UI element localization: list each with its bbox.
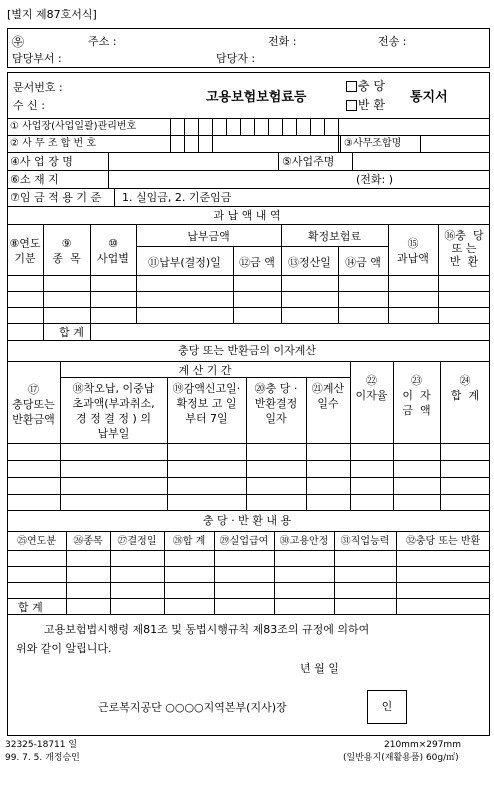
location-label: ⑥소 재 지	[10, 173, 59, 186]
col-paid-date: ⑪납부(결정)일	[148, 256, 221, 269]
dept-label: 담당부서 :	[12, 52, 62, 65]
col29: ㉙실업급여	[219, 536, 269, 547]
agency-no-label: ② 사 무 조 합 번 호	[10, 138, 96, 149]
form-number: [별지 제87호서식]	[7, 8, 97, 21]
wage-std-label: ⑦임 금 적 용 기 준	[10, 191, 102, 204]
overpay-section-title: 과 납 액 내 역	[213, 209, 281, 222]
col30: ㉚고용안정	[279, 536, 329, 547]
seal-mark: 인	[381, 700, 393, 713]
send-label: 전송 :	[378, 35, 407, 48]
grp-conf: 확정보험료	[307, 230, 362, 243]
title-main: 고용보험보험료등	[206, 90, 307, 105]
col-conf-amt: ⑭금 액	[345, 256, 381, 269]
col27: ㉗결정일	[117, 536, 157, 547]
doc-number-label: 문서번호 :	[13, 81, 63, 94]
col-year: ⑧연도 기분	[9, 237, 41, 265]
person-label: 담당자 :	[216, 52, 256, 65]
col21: ㉑계산 일수	[311, 382, 345, 410]
col23: ㉓ 이 자 금 액	[402, 374, 431, 417]
col26: ㉖종목	[73, 536, 103, 547]
checkbox-icon	[346, 81, 357, 92]
col28: ㉘합 계	[172, 536, 206, 547]
option-charge: 충 당	[346, 80, 385, 92]
title-suffix: 통지서	[410, 90, 448, 105]
col32: ㉜충당 또는 반환	[405, 536, 481, 547]
col22: ㉒ 이자율	[355, 374, 388, 402]
col18: ⑱착오납, 이중납 초과액(부과취소, 경 정 결 정 ) 의 납부일	[72, 382, 155, 440]
biz-mgmt-no-label: ① 사업장(사업일괄)관리번호	[10, 121, 137, 132]
col20: ⑳충 당 · 반환결정 일자	[254, 382, 298, 425]
footer-approved: 99. 7. 5. 개정승인	[5, 753, 80, 763]
seal-icon: ㉾	[12, 35, 25, 49]
col-type: ⑨ 종 목	[52, 237, 81, 265]
col-paid-amt: ⑫금 액	[239, 256, 275, 269]
overpay-total-label: 합 계	[59, 326, 84, 339]
notice-date: 년 월 일	[300, 662, 339, 675]
notice-line1: 고용보험법시행령 제81조 및 동법시행규칙 제83조의 규정에 의하여	[44, 623, 370, 636]
agency-name-label: ③사무조합명	[344, 138, 402, 149]
footer-code: 32325-18711 일	[5, 740, 78, 750]
col31: ㉛직업능력	[340, 536, 390, 547]
checkbox-icon	[346, 100, 357, 111]
apply-total-label: 합 계	[18, 601, 43, 614]
biz-name-label: ④사 업 장 명	[10, 155, 73, 168]
notice-line2: 위와 같이 알립니다.	[16, 642, 112, 655]
location-phone: (전화: )	[356, 173, 394, 186]
col-over: ⑮ 과납액	[397, 237, 429, 265]
wage-options: 1. 실임금, 2. 기준임금	[122, 191, 232, 204]
col-apply: ⑯충 당 또 는 반 환	[444, 229, 484, 268]
col24: ㉔ 합 계	[450, 374, 480, 402]
issuer-name: 근로복지공단 ○○○○지역본부(지사)장	[98, 701, 287, 714]
recipient-label: 수 신 :	[13, 99, 45, 112]
grp-period: 계 산 기 간	[178, 364, 232, 377]
phone-label: 전화 :	[268, 35, 297, 48]
footer-size: 210mm×297mm	[384, 740, 461, 750]
footer-paper: (일반용지(재활용품) 60g/㎡)	[343, 753, 459, 763]
owner-name-label: ⑤사업주명	[282, 155, 335, 168]
col17: ⑰ 충당또는 반환금액	[12, 383, 55, 426]
grp-paid: 납부금액	[187, 230, 230, 243]
interest-section-title: 충당 또는 반환금의 이자계산	[177, 344, 316, 357]
col-biz: ⑩ 사업별	[97, 237, 129, 265]
apply-section-title: 충 당 · 반 환 내 용	[202, 514, 292, 527]
col25: ㉕연도분	[17, 536, 56, 547]
address-label: 주소 :	[88, 35, 117, 48]
option-refund: 반 환	[346, 99, 385, 111]
col19: ⑲감액신고일· 확정보 고 일 부터 7일	[172, 382, 241, 425]
col-conf-date: ⑬정산일	[288, 256, 331, 269]
